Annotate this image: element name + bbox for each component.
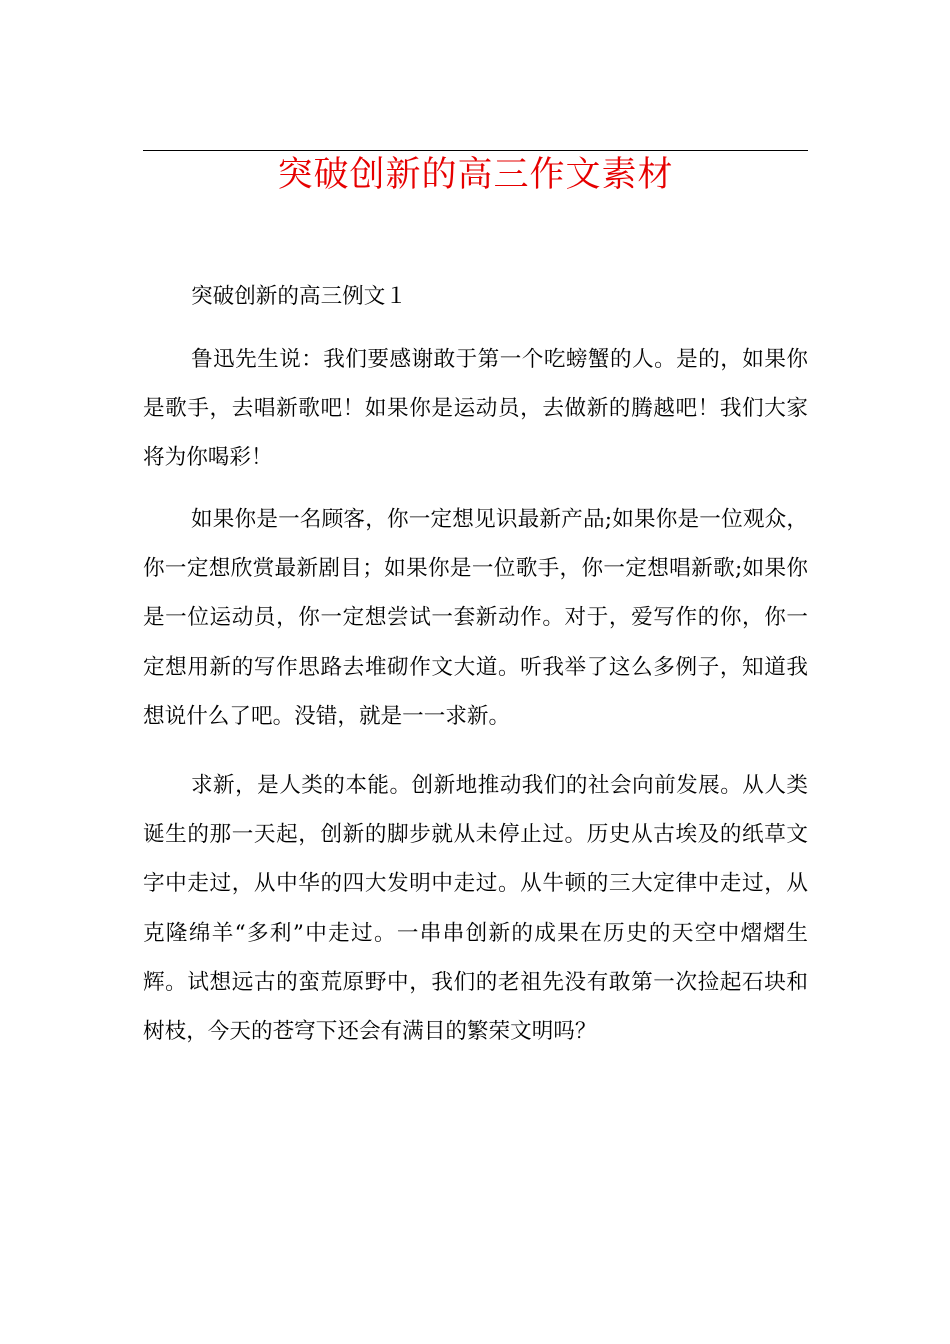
document-title: 突破创新的高三作文素材 — [277, 155, 674, 195]
section-subtitle: 突破创新的高三例文１ — [191, 284, 407, 309]
paragraph-2: 如果你是一名顾客，你一定想见识最新产品;如果你是一位观众，你一定想欣赏最新剧目；如果你是一位歌手，你一定想唱新歌;如果你是一位运动员，你一定想尝试一套新动作。对于，爱写作的你，你一定想用新的写作思路去堆砌作文大道。听我举了这么多例子，知道我想说什么了吧。没错，就是一一求新。 — [143, 507, 808, 729]
paragraph-3: 求新，是人类的本能。创新地推动我们的社会向前发展。从人类诞生的那一天起，创新的脚步就从未停止过。历史从古埃及的纸草文字中走过，从中华的四大发明中走过。从牛顿的三大定律中走过，从克隆绵羊“多利”中走过。一串串创新的成果在历史的天空中熠熠生辉。试想远古的蛮荒原野中，我们的老祖先没有敢第一次捡起石块和树枝，今天的苍穹下还会有满目的繁荣文明吗？ — [143, 773, 808, 1045]
paragraph-1: 鲁迅先生说：我们要感谢敢于第一个吃螃蟹的人。是的，如果你是歌手，去唱新歌吧！如果你是运动员，去做新的腾越吧！我们大家将为你喝彩！ — [143, 347, 808, 471]
